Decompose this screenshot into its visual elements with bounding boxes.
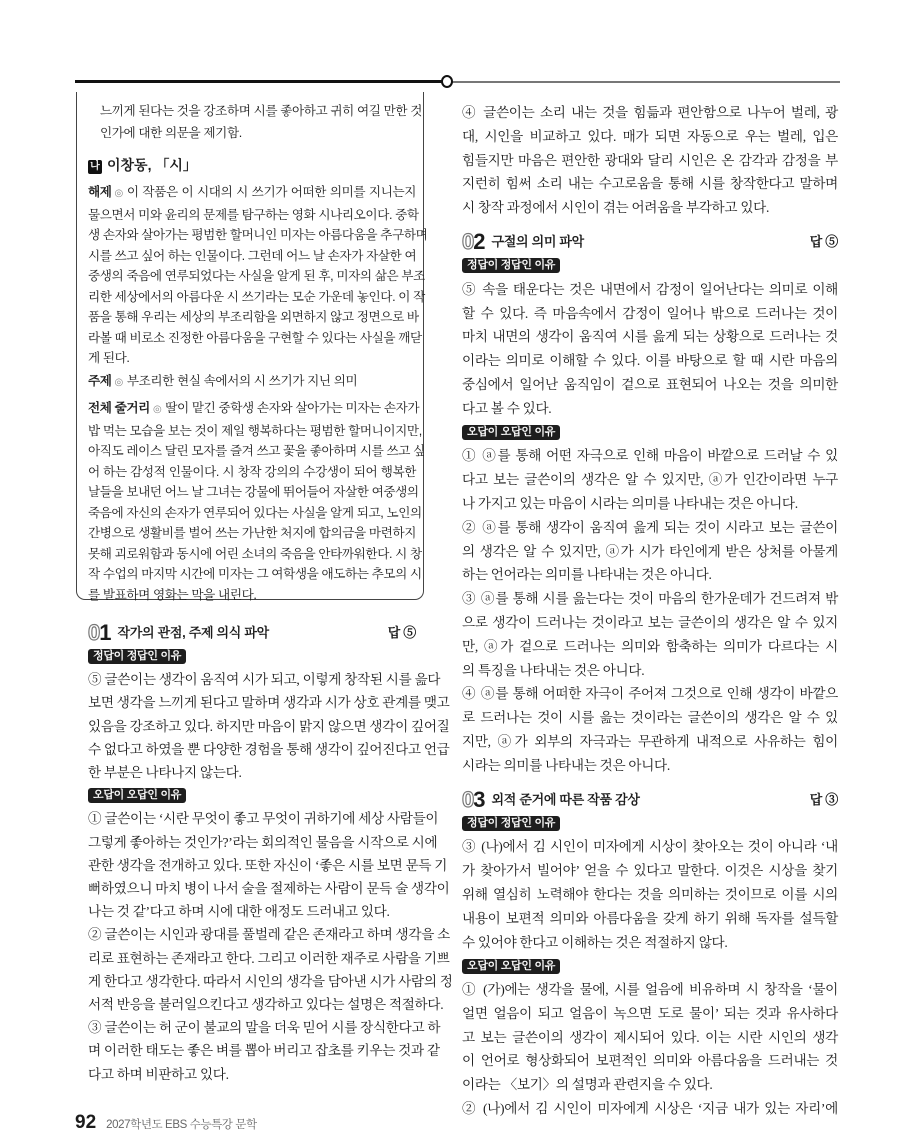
text-line: 내용이 보편적 의미와 아름다움을 갖게 하기 위해 독자를 설득할 <box>462 910 838 926</box>
text-line: 지만, ⓐ가 외부의 자극과는 무관하게 내적으로 사유하는 힘이 <box>462 733 838 749</box>
reason-badge: 오답이 오답인 이유 <box>88 788 186 803</box>
text-line: 못해 괴로워함과 동시에 어린 소녀의 죽음을 안타까워한다. 시 창 <box>88 546 422 561</box>
badge-row <box>462 421 838 445</box>
text-line: 이 언어로 형상화되어 보편적인 의미와 아름다움을 드러내는 것 <box>462 1053 838 1069</box>
circle-bullet-icon: ◎ <box>152 404 162 415</box>
circle-bullet-icon: ◎ <box>114 188 123 199</box>
answer-label: 답 ⑤ <box>387 625 416 641</box>
question-01 <box>88 611 453 1086</box>
text-line: 밥 먹는 모습을 보는 것이 제일 행복하다는 평범한 할머니이지만, <box>88 423 422 438</box>
explanation-paragraph <box>88 668 450 784</box>
explanation-paragraph <box>88 1016 441 1086</box>
badge-row <box>462 812 838 836</box>
page-footer <box>75 1112 257 1134</box>
page-number: 92 <box>75 1112 97 1133</box>
text-line: 중심에서 일어난 움직임이 겉으로 표현되어 나오는 것을 의미한 <box>462 376 838 392</box>
text-line: 생 손자와 살아가는 평범한 할머니인 미자는 아름다움을 추구하며 <box>88 228 428 242</box>
text-line: ② 글쓴이는 시인과 광대를 풀벌레 같은 존재라고 하며 생각을 소 <box>88 927 450 943</box>
haeje-body <box>88 205 428 369</box>
text-line: 시 창작 과정에서 시인이 겪는 어려움을 부각하고 있다. <box>462 200 770 216</box>
text-line: 리한 세상에서의 아름다운 시 쓰기라는 모순 가운데 놓인다. 이 작 <box>88 289 425 304</box>
header-rule-right <box>447 81 840 83</box>
question-03 <box>462 788 838 1121</box>
text-line: 간병으로 생활비를 벌어 쓰는 가난한 처지에 합의금을 마련하지 <box>88 526 416 540</box>
box-intro <box>88 100 423 144</box>
text-line: ② ⓐ를 통해 생각이 움직여 읊게 되는 것이 시라고 보는 글쓴이 <box>462 519 838 535</box>
text-line: ⑤ 글쓴이는 생각이 움직여 시가 되고, 이렇게 창작된 시를 읊다 <box>88 672 441 688</box>
text-line: 할 수 있다. 즉 마음속에서 감정이 일어나 밖으로 드러나는 것이 <box>462 305 838 321</box>
question-header <box>462 788 838 812</box>
question-number <box>462 788 485 812</box>
badge-row <box>462 954 838 978</box>
explanation-paragraph <box>462 101 838 220</box>
text-line: 시라는 의미를 나타내는 것은 아니다. <box>462 757 670 773</box>
theme-label: 주제 <box>88 374 112 388</box>
explanation-paragraph <box>462 682 838 777</box>
question-header <box>462 230 838 254</box>
haeje-line: 이 작품은 이 시대의 시 쓰기가 어떠한 의미를 지니는지 <box>126 185 416 199</box>
question-number-prefix: 0 <box>88 620 100 645</box>
text-line: 다고 보는 글쓴이의 생각은 알 수 있지만, ⓐ가 인간이라면 누구 <box>462 472 838 488</box>
plot-section <box>88 398 425 605</box>
text-line: 보면 생각을 느끼게 된다고 말하며 생각과 시가 상호 관계를 맺고 <box>88 695 450 711</box>
header-rule <box>75 80 447 83</box>
work-header <box>88 154 416 176</box>
badge-row <box>462 254 838 278</box>
text-line: ② (나)에서 김 시인이 미자에게 시상은 ‘지금 내가 있는 자리’에 <box>462 1101 838 1117</box>
text-line: 라볼 때 비로소 진정한 아름다움을 구현할 수 있다는 사실을 깨닫 <box>88 330 422 345</box>
text-line: 중생의 죽음에 연루되었다는 사실을 알게 된 후, 미자의 삶은 부조 <box>88 269 425 283</box>
text-line: 관한 생각을 전개하고 있다. 또한 자신이 ‘좋은 시를 보면 문득 기 <box>88 857 448 873</box>
text-line: ⑤ 속을 태운다는 것은 내면에서 감정이 일어난다는 의미로 이해 <box>462 281 838 297</box>
text-line: 이라는 의미로 이해할 수 있다. 이를 바탕으로 할 때 시란 마음의 <box>462 353 838 369</box>
text-line: 인가에 대한 의문을 제기함. <box>100 126 242 140</box>
text-line: ④ ⓐ를 통해 어떠한 자극이 주어져 그것으로 인해 생각이 바깥으 <box>462 686 838 702</box>
work-title: 이창동, 「시」 <box>107 157 197 173</box>
continued-explanation <box>462 101 838 220</box>
text-line: ③ (나)에서 김 시인이 미자에게 시상이 찾아오는 것이 아니라 ‘내 <box>462 839 838 855</box>
question-number-prefix: 0 <box>462 786 474 812</box>
explanation-paragraph <box>88 923 453 1016</box>
explanation-paragraph <box>462 1097 838 1121</box>
text-line: 리로 표현하는 존재라고 한다. 그리고 이러한 재주로 사람을 기쁘 <box>88 950 450 966</box>
text-line: 며 이러한 태도는 좋은 벼를 뽑아 버리고 잡초를 키우는 것과 같 <box>88 1043 440 1059</box>
explanation-paragraph <box>462 978 838 1097</box>
reason-badge: 정답이 정답인 이유 <box>88 649 186 664</box>
answer-label: 답 ⑤ <box>809 234 838 250</box>
question-number-digit: 3 <box>473 786 485 812</box>
text-line: 가 찾아가서 빌어야’ 얻을 수 있다고 말한다. 이것은 시상을 찾기 <box>462 863 838 879</box>
text-line: 게 된다. <box>88 351 130 365</box>
text-line: 지런히 힘써 소리 내는 수고로움을 통해 시를 창작한다고 말하며 <box>462 176 838 192</box>
text-line: 으로 생각이 드러나는 것이라고 보는 글쓴이의 생각은 알 수 있지 <box>462 614 838 630</box>
text-line: 날들을 보내던 어느 날 그녀는 강물에 뛰어들어 자살한 여중생의 <box>88 485 419 499</box>
explanation-paragraph <box>462 444 838 515</box>
text-line: 품을 통해 우리는 세상의 부조리함을 외면하지 않고 정면으로 바 <box>88 310 419 324</box>
plot-line: 딸이 맡긴 중학생 손자와 살아가는 미자는 손자가 <box>165 401 420 415</box>
text-line: 있음을 강조하고 있다. 하지만 마음이 맑지 않으면 생각이 깊어질 <box>88 718 450 734</box>
explanation-paragraph <box>88 807 450 923</box>
text-line: 수 없다고 하였을 뿐 다양한 경험을 통해 생각이 깊어진다고 언급 <box>88 741 450 757</box>
text-line: 마치 내면의 생각이 움직여 시를 읊게 되는 상황으로 드러나는 것 <box>462 329 838 345</box>
question-02 <box>462 230 838 778</box>
book-title: 2027학년도 EBS 수능특강 문학 <box>106 1119 257 1131</box>
text-line: 작 수업의 마지막 시간에 미자는 그 여학생을 애도하는 추모의 시 <box>88 567 422 581</box>
text-line: 죽음에 자신의 손자가 연루되어 있다는 사실을 알게 되고, 노인의 <box>88 505 422 520</box>
badge-row <box>88 645 416 668</box>
theme-section <box>88 371 416 394</box>
work-marker: 나 <box>88 160 102 174</box>
text-line: 나 가지고 있는 마음이 시라는 의미를 나타내는 것은 아니다. <box>462 495 798 511</box>
text-line: 하는 언어라는 의미를 나타내는 것은 아니다. <box>462 567 712 583</box>
text-line: 느끼게 된다는 것을 강조하며 시를 좋아하고 귀히 여길 만한 것 <box>100 104 423 118</box>
question-header <box>88 621 416 645</box>
question-body <box>462 812 838 1121</box>
haeje-first-line <box>88 182 416 205</box>
text-line: 를 발표하며 영화는 막을 내린다. <box>88 587 257 602</box>
question-number-digit: 1 <box>99 620 111 645</box>
text-line: ④ 글쓴이는 소리 내는 것을 힘듦과 편안함으로 나누어 벌레, 광 <box>462 105 838 120</box>
question-title: 외적 준거에 따른 작품 감상 <box>491 791 640 807</box>
text-line: 나는 것 같’다고 하며 시에 대한 애정도 드러내고 있다. <box>88 904 390 920</box>
text-line: 뻐하였으니 마치 병이 나서 술을 절제하는 사람이 문득 술 생각이 <box>88 881 450 896</box>
text-line: ③ 글쓴이는 허 군이 불교의 말을 더욱 믿어 시를 장식한다고 하 <box>88 1020 441 1036</box>
right-column <box>462 101 838 1121</box>
reason-badge: 오답이 오답인 이유 <box>462 959 560 974</box>
question-body <box>88 645 453 1086</box>
question-number-digit: 2 <box>473 228 485 254</box>
text-line: ① (가)에는 생각을 물에, 시를 얼음에 비유하며 시 창작을 ‘물이 <box>462 982 838 998</box>
text-line: 이라는 〈보기〉의 설명과 관련지을 수 있다. <box>462 1077 713 1093</box>
text-line: 어 하는 감성적 인물이다. 시 창작 강의의 수강생이 되어 행복한 <box>88 464 416 479</box>
text-line: 물으면서 미와 윤리의 문제를 탐구하는 영화 시나리오이다. 중학 <box>88 207 419 222</box>
explanation-paragraph <box>462 278 838 421</box>
haeje-label: 해제 <box>88 185 112 199</box>
question-number <box>88 621 111 645</box>
circle-bullet-icon: ◎ <box>114 377 123 388</box>
text-line: 서적 반응을 불러일으킨다고 생각하고 있다는 설명은 적절하다. <box>88 997 444 1013</box>
plot-label: 전체 줄거리 <box>88 401 150 415</box>
text-line: 게 한다고 생각한다. 따라서 시인의 생각을 담아낸 시가 사람의 정 <box>88 973 453 989</box>
text-line: 그렇게 좋아하는 것인가?’라는 회의적인 물음을 시작으로 시에 <box>88 834 438 850</box>
badge-row <box>88 784 416 807</box>
plot-first-line <box>88 398 420 421</box>
reason-badge: 정답이 정답인 이유 <box>462 258 560 273</box>
question-number <box>462 230 485 254</box>
text-line: 시를 쓰고 싶어 하는 인물이다. 그런데 어느 날 손자가 자살한 여 <box>88 248 417 263</box>
text-line: 대, 시인을 비교하고 있다. 매가 되면 자동으로 우는 벌레, 입은 <box>462 128 838 144</box>
text-line: 아직도 레이스 달린 모자를 즐겨 쓰고 꽃을 좋아하며 시를 쓰고 싶 <box>88 444 425 458</box>
text-line: ③ ⓐ를 통해 시를 읊는다는 것이 마음의 한가운데가 건드려져 밖 <box>462 591 838 607</box>
text-line: 의 생각은 알 수 있지만, ⓐ가 시가 타인에게 받은 상처를 아물게 <box>462 543 838 559</box>
explanation-paragraph <box>462 516 838 587</box>
text-line: ① ⓐ를 통해 어떤 자극으로 인해 마음이 바깥으로 드러날 수 있 <box>462 448 838 464</box>
explanation-paragraph <box>462 835 838 954</box>
text-line: 로 드러나는 것이 시를 읊는 것이라는 글쓴이의 생각은 알 수 있 <box>462 710 838 726</box>
text-line: 한 부분은 나타나지 않는다. <box>88 765 242 780</box>
explanation-paragraph <box>462 587 838 682</box>
text-line: 의 특징을 나타내는 것은 아니다. <box>462 662 645 678</box>
haeje-section <box>88 182 428 369</box>
question-title: 구절의 의미 파악 <box>491 234 584 250</box>
answer-label: 답 ③ <box>809 791 838 807</box>
text-line: 만, ⓐ가 겉으로 드러나는 의미와 함축하는 의미가 다르다는 시 <box>462 638 838 654</box>
reason-badge: 정답이 정답인 이유 <box>462 816 560 831</box>
question-body <box>462 254 838 778</box>
text-line: 고 보는 글쓴이의 생각이 제시되어 있다. 이는 시란 시인의 생각 <box>462 1029 838 1045</box>
text-line: 얼면 얼음이 되고 얼음이 녹으면 도로 물이’ 되는 것과 유사하다 <box>462 1005 838 1021</box>
question-title: 작가의 관점, 주제 의식 파악 <box>117 625 269 641</box>
reason-badge: 오답이 오답인 이유 <box>462 425 560 440</box>
text-line: 힘들지만 마음은 편안한 광대와 달리 시인은 온 감각과 감정을 부 <box>462 152 838 168</box>
question-number-prefix: 0 <box>462 228 474 254</box>
text-line: 다고 볼 수 있다. <box>462 400 552 416</box>
theme-text: 부조리한 현실 속에서의 시 쓰기가 지닌 의미 <box>126 374 358 388</box>
header-rule-dot <box>441 75 453 88</box>
plot-body <box>88 421 425 606</box>
text-line: 수 있어야 한다고 이해하는 것은 적절하지 않다. <box>462 934 728 950</box>
text-line: 다고 하며 비판하고 있다. <box>88 1066 229 1082</box>
text-line: 위해 열심히 노력해야 한다는 것을 의미하는 것이므로 이를 시의 <box>462 886 838 902</box>
text-line: ① 글쓴이는 ‘시란 무엇이 좋고 무엇이 귀하기에 세상 사람들이 <box>88 811 439 827</box>
